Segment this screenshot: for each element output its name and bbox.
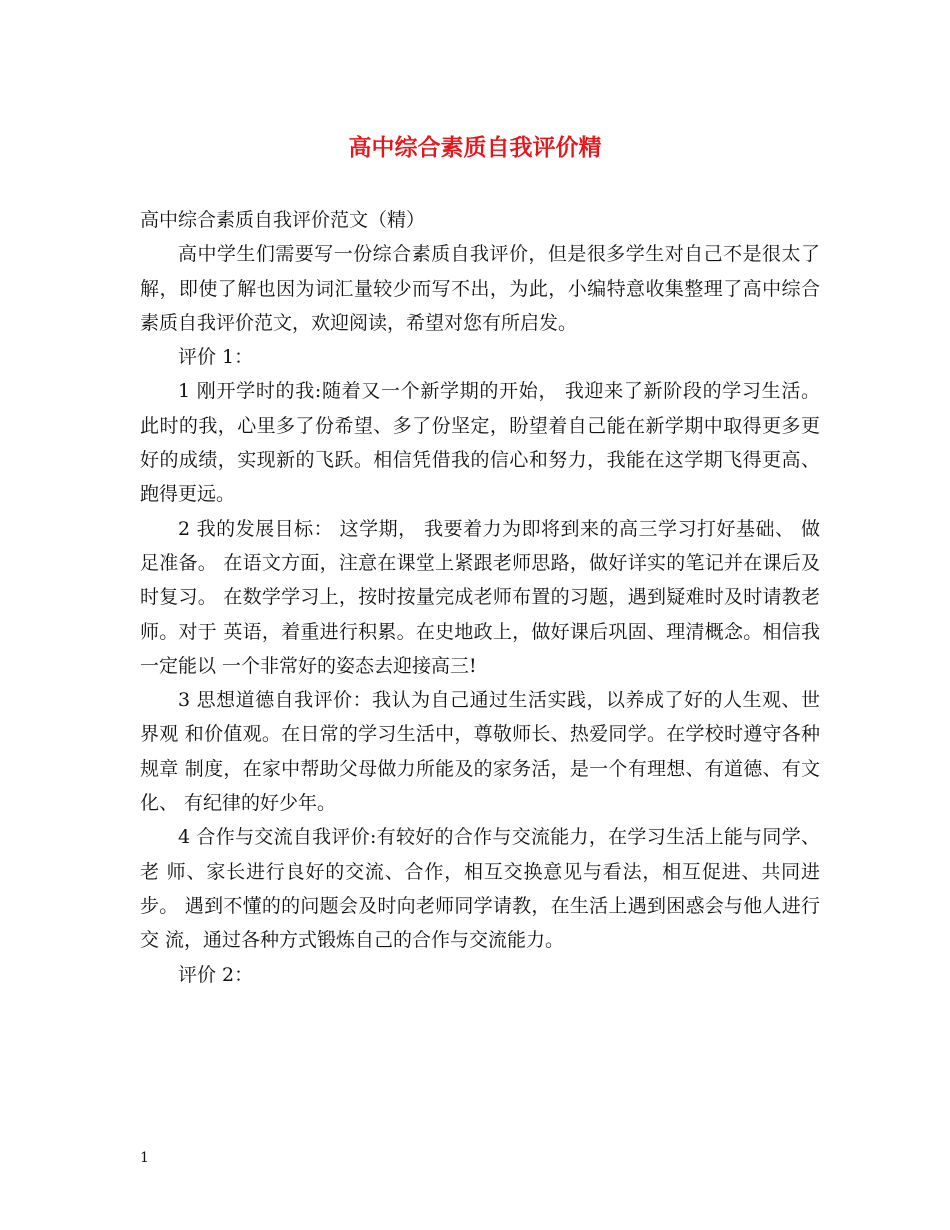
document-subtitle: 高中综合素质自我评价范文（精） (140, 209, 426, 231)
paragraph-item-1: 1 刚开学时的我:随着又一个新学期的开始， 我迎来了新阶段的学习生活。 此时的我，心里多了份希望、多了份坚定，盼望着自己能在新学期中取得更多更好的成绩，实现新的飞跃。相信凭借我的信心和努力，我能在这学期飞得更高、跑得更远。 (140, 380, 820, 506)
intro-paragraph: 高中学生们需要写一份综合素质自我评价，但是很多学生对自己不是很太了解，即使了解也因为词汇量较少而写不出，为此，小编特意收集整理了高中综合素质自我评价范文，欢迎阅读，希望对您有所启发。 (140, 243, 820, 334)
document-body (140, 203, 820, 992)
paragraph-item-4: 4 合作与交流自我评价:有较好的合作与交流能力，在学习生活上能与同学、老 师、家长进行良好的交流、合作，相互交换意见与看法，相互促进、共同进步。 遇到不懂的的问题会及时向老师同学请教，在生活上遇到困惑会与他人进行交 流，通过各种方式锻炼自己的合作与交流能力。 (140, 826, 820, 952)
page-number: 1 (140, 1150, 149, 1166)
section-heading-2: 评价 2： (178, 963, 254, 986)
paragraph-item-2: 2 我的发展目标： 这学期， 我要着力为即将到来的高三学习打好基础、 做足准备。 在语文方面，注意在课堂上紧跟老师思路，做好详实的笔记并在课后及时复习。 在数学学习上，按时按量完成老师布置的习题，遇到疑难时及时请教老师。对于 英语，着重进行积累。在史地政上，做好课后巩固、理清概念。相信我一定能以 一个非常好的姿态去迎接高三! (140, 517, 820, 677)
section-heading-1: 评价 1： (178, 346, 254, 369)
document-title: 高中综合素质自我评价精 (348, 134, 602, 161)
paragraph-item-3: 3 思想道德自我评价：我认为自己通过生活实践，以养成了好的人生观、世界观 和价值观。在日常的学习生活中，尊敬师长、热爱同学。在学校时遵守各种规章 制度，在家中帮助父母做力所能及的家务活，是一个有理想、有道德、有文化、 有纪律的好少年。 (140, 689, 820, 815)
